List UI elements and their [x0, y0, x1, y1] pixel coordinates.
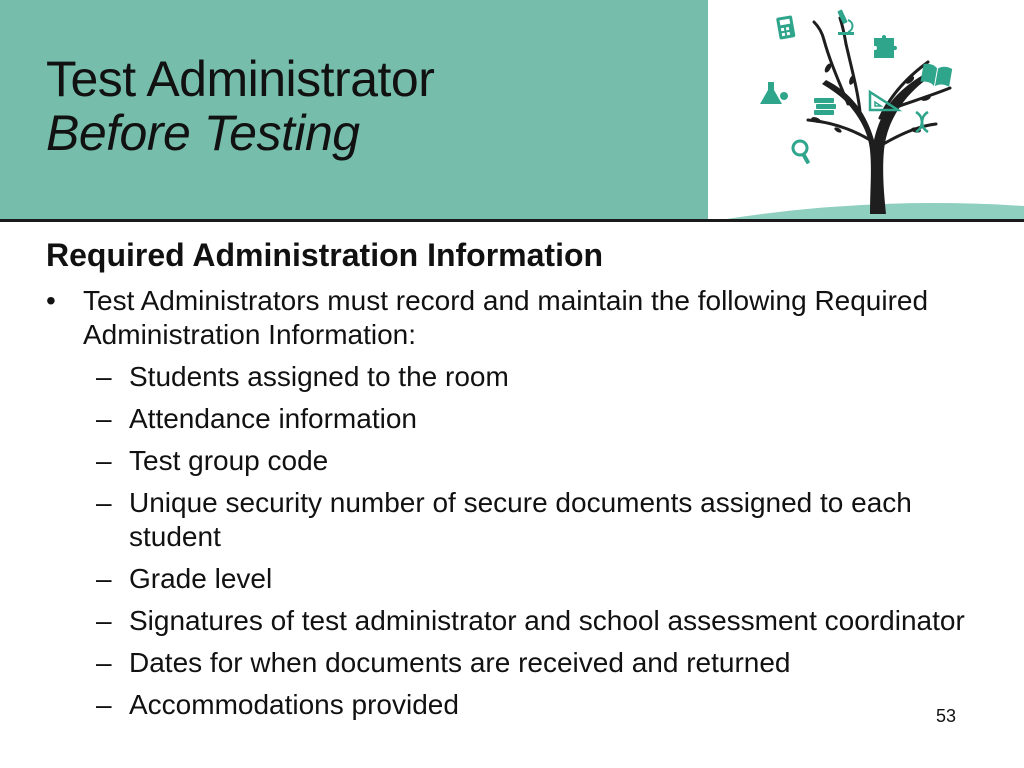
- bullet-text: Test Administrators must record and maintain the following Required Administration Information:: [83, 285, 929, 350]
- dash-marker: –: [96, 361, 112, 392]
- bullet-list: [46, 284, 976, 722]
- calculator-icon: [776, 15, 796, 39]
- dash-marker: –: [96, 403, 112, 434]
- sub-item: [83, 646, 976, 680]
- sub-item-text: Unique security number of secure documents assigned to each student: [129, 487, 912, 552]
- sub-item: [83, 688, 976, 722]
- puzzle-icon: [874, 35, 897, 58]
- bullet-item: [46, 284, 976, 722]
- title-line-2: Before Testing: [46, 105, 360, 161]
- sub-list: [83, 360, 976, 722]
- sub-item: [83, 444, 976, 478]
- sub-item: [83, 604, 976, 638]
- slide-title: [46, 52, 434, 160]
- dash-marker: –: [96, 647, 112, 678]
- sub-item-text: Attendance information: [129, 403, 417, 434]
- section-heading: Required Administration Information: [46, 237, 604, 273]
- sub-item-text: Test group code: [129, 445, 329, 476]
- dash-marker: –: [96, 487, 112, 518]
- sub-item: [83, 402, 976, 436]
- flask-icon: [760, 82, 788, 104]
- sub-item-text: Students assigned to the room: [129, 361, 509, 392]
- magnifier-icon: [793, 141, 810, 164]
- dash-marker: –: [96, 689, 112, 720]
- dash-marker: –: [96, 563, 112, 594]
- sub-item: [83, 486, 976, 554]
- bullet-marker: •: [46, 285, 56, 316]
- title-line-1: Test Administrator: [46, 51, 435, 107]
- dash-marker: –: [96, 605, 112, 636]
- sub-item-text: Accommodations provided: [129, 689, 459, 720]
- dash-marker: –: [96, 445, 112, 476]
- books-icon: [814, 98, 836, 115]
- open-book-icon: [920, 63, 952, 89]
- slide-body: [46, 232, 976, 730]
- sub-item: [83, 360, 976, 394]
- page-number: 53: [936, 706, 957, 726]
- slide-header: [0, 0, 1024, 220]
- education-tree-logo: [720, 0, 1024, 220]
- tree-trunk: [822, 70, 935, 214]
- sub-item-text: Signatures of test administrator and school assessment coordinator: [129, 605, 965, 636]
- sub-item-text: Grade level: [129, 563, 273, 594]
- header-divider: [0, 219, 1024, 222]
- sub-item: [83, 562, 976, 596]
- sub-item-text: Dates for when documents are received and returned: [129, 647, 791, 678]
